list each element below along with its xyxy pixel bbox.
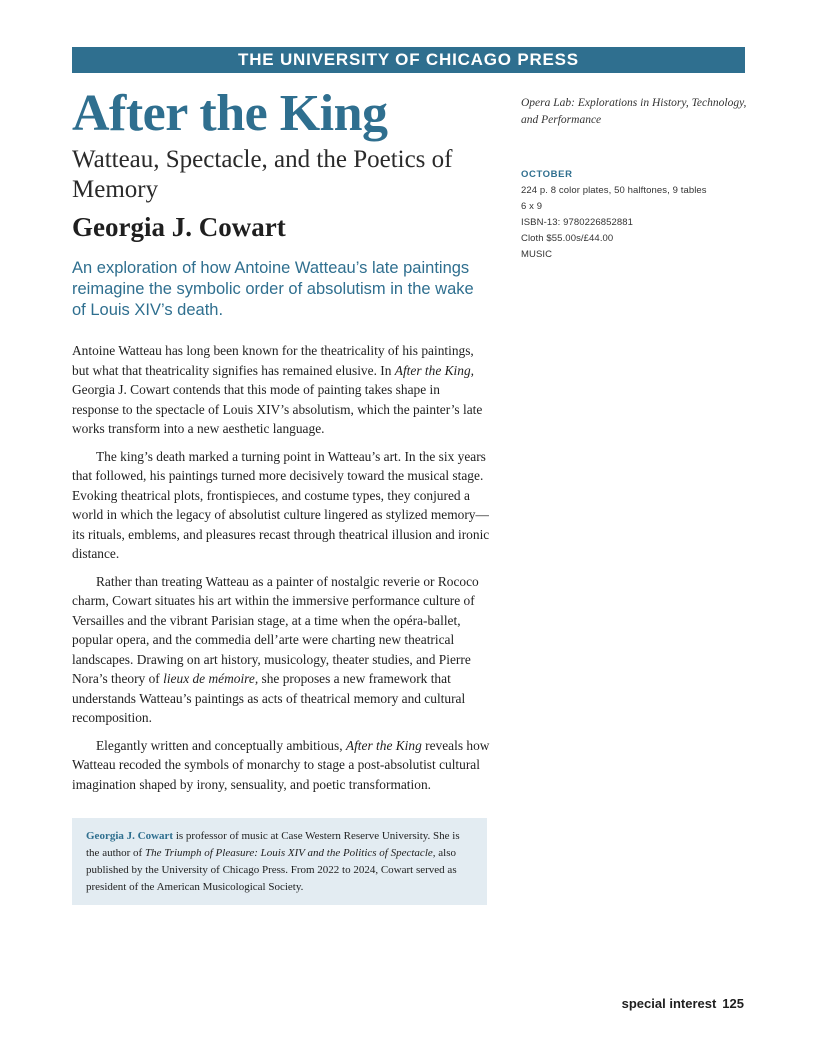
subject: MUSIC: [521, 249, 553, 260]
italic-title: After the King,: [394, 362, 475, 378]
book-subtitle: Watteau, Spectacle, and the Poetics of Memory: [72, 146, 453, 203]
author-bio-box: [72, 818, 487, 905]
paragraph-text: Georgia J. Cowart contends that this mode of painting takes shape in response to the spectacle of Louis XIV’s absolutism, which the painter’s late works transform into a new aesthetic language.: [72, 382, 483, 436]
description-paragraph-3: [72, 572, 490, 728]
description-paragraph-1: [72, 341, 490, 439]
description: [72, 341, 490, 802]
page-footer: [622, 996, 744, 1011]
price: Cloth $55.00s/£44.00: [521, 233, 614, 244]
book-title: After the King: [72, 85, 388, 142]
paragraph-text: reveals how Watteau recoded the symbols of monarchy to stage a post-absolutist cultural imagination shaped by irony, sensuality, and poetic transformation.: [72, 737, 490, 792]
description-paragraph-2: The king’s death marked a turning point in Watteau’s art. In the six years that followed, his paintings turned more decisively toward the musical stage. Evoking theatrical plots, frontispieces, and costume types, they conjured a world in which the legacy of absolutist culture lingered as stylized memory—its rituals, emblems, and pleasures recast through theatrical illusion and ironic distance.: [72, 448, 490, 561]
page-number: 125: [722, 996, 744, 1011]
bio-author-name: Georgia J. Cowart: [86, 830, 174, 842]
publication-month: OCTOBER: [521, 169, 573, 180]
section-name: special interest: [621, 996, 717, 1011]
paragraph-text: she proposes a new framework that understands Watteau’s paintings as acts of theatrical memory and cultural recomposition.: [72, 671, 466, 725]
page-count: 224 p. 8 color plates, 50 halftones, 9 tables: [521, 185, 707, 196]
italic-title: After the King: [345, 737, 422, 753]
book-author: Georgia J. Cowart: [72, 212, 286, 242]
trim-size: 6 x 9: [521, 201, 543, 212]
series-name: Opera Lab: Explorations in History, Technology, and Performance: [521, 97, 747, 126]
paragraph-text: Rather than treating Watteau as a painter of nostalgic reverie or Rococo charm, Cowart situates his art within the immersive performance culture of Versailles and the vibrant Parisian stage, at a time when the opéra-ballet, popular opera, and the commedia dell’arte were charting new theatrical landscapes. Drawing on art history, musicology, theater studies, and Pierre Nora’s theory of: [72, 573, 479, 686]
bio-text: also published by the University of Chicago Press. From 2022 to 2024, Cowart served as president of the American Musicological Society.: [86, 847, 457, 893]
paragraph-text: Antoine Watteau has long been known for the theatricality of his paintings, but what that theatricality signifies has remained elusive. In: [72, 343, 474, 378]
book-details-sidebar: [521, 95, 751, 263]
book-details: [521, 167, 751, 263]
paragraph-text: Elegantly written and conceptually ambitious,: [96, 737, 346, 753]
italic-term: lieux de mémoire,: [163, 671, 259, 686]
isbn: ISBN-13: 9780226852881: [521, 217, 634, 228]
publisher-banner: THE UNIVERSITY OF CHICAGO PRESS: [72, 47, 745, 73]
description-paragraph-4: [72, 736, 490, 795]
tagline: An exploration of how Antoine Watteau’s late paintings reimagine the symbolic order of absolutism in the wake of Louis XIV’s death.: [72, 259, 474, 319]
bio-book-title: The Triumph of Pleasure: Louis XIV and the Politics of Spectacle,: [144, 847, 436, 859]
bio-text: is professor of music at Case Western Reserve University. She is the author of: [86, 830, 460, 859]
